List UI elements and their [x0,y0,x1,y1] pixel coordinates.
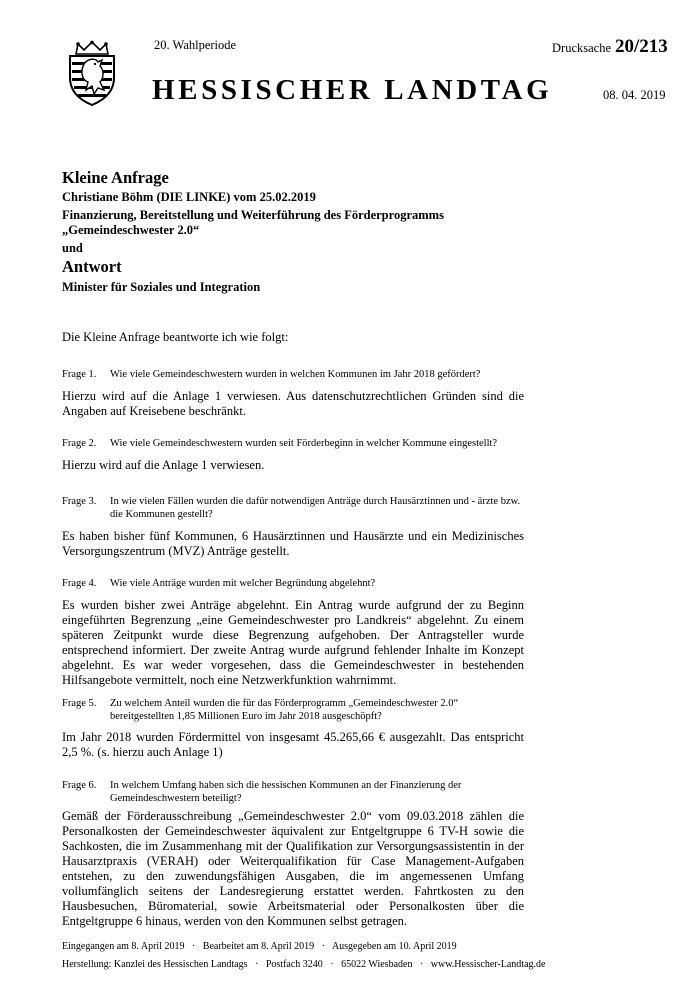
question-text: Wie viele Anträge wurden mit welcher Begründung abgelehnt? [110,578,376,589]
antwort-title: Antwort [62,257,122,276]
document-footer [62,938,545,974]
question-label: Frage 6. [62,780,97,791]
drucksache-number: 20/213 [615,36,668,57]
question-text: Wie viele Gemeindeschwestern wurden in welchen Kommunen im Jahr 2018 gefördert? [110,369,481,380]
answer-1: Hierzu wird auf die Anlage 1 verwiesen. Aus datenschutzrechtlichen Gründen sind die Angaben auf Kreisebene beschränkt. [62,389,524,418]
footer-dates: Eingegangen am 8. April 2019 · Bearbeitet am 8. April 2019 · Ausgegeben am 10. April 2019 [62,941,457,952]
question-1 [62,369,524,382]
und-label: und [62,241,83,255]
question-label: Frage 2. [62,438,97,449]
question-6 [62,780,524,805]
parliament-title: HESSISCHER LANDTAG [152,74,553,106]
intro-text: Die Kleine Anfrage beantworte ich wie folgt: [62,330,289,344]
question-text: Wie viele Gemeindeschwestern wurden seit Förderbeginn in welcher Kommune eingestellt? [110,438,498,449]
answer-2: Hierzu wird auf die Anlage 1 verwiesen. [62,458,265,472]
kleine-anfrage-title: Kleine Anfrage [62,168,169,187]
question-text: In welchem Umfang haben sich die hessischen Kommunen an der Finanzierung der Gemeindeschwestern beteiligt? [110,780,462,804]
question-text: Zu welchem Anteil wurden die für das Förderprogramm „Gemeindeschwester 2.0“ bereitgestellten 1,85 Millionen Euro im Jahr 2018 ausgeschöpft? [110,698,459,722]
document-date: 08. 04. 2019 [603,88,666,102]
question-2 [62,438,524,451]
question-text: In wie vielen Fällen wurden die dafür notwendigen Anträge durch Hausärztinnen und - ärzte bzw. die Kommunen gestellt? [110,496,521,520]
question-4 [62,578,524,591]
author-line: Christiane Böhm (DIE LINKE) vom 25.02.2019 [62,190,316,204]
question-label: Frage 5. [62,698,97,709]
subject-line-1: Finanzierung, Bereitstellung und Weiterführung des Förderprogramms [62,208,444,222]
question-3 [62,496,524,521]
subject-line-2: „Gemeindeschwester 2.0“ [62,223,200,237]
drucksache-label [552,36,668,58]
hessen-coat-of-arms-icon [64,40,120,106]
answer-6: Gemäß der Förderausschreibung „Gemeindeschwester 2.0“ vom 09.03.2018 zählen die Personalkosten der Gemeindeschwester äquivalent zur Entgeltgruppe 6 TV-H sowie die Sachkosten, die im Zusammenhang mit der Qualifikation zur Versorgungsassistentin in der Hausarztpraxis (VERAH) oder Weiterqualifikation für Case Management-Aufgaben entstehen, zu den zuwendungsfähigen Ausgaben, die im angemessenen Umfang vollumfänglich seitens der Landesregierung erstattet werden. Fahrtkosten zu den Hausbesuchen, Büromaterial, sowie Arbeitsmaterial oder Personalkosten über die Entgeltgruppe 6 hinaus, werden von den Kommunen selbst getragen. [62,809,524,928]
drucksache-label-text: Drucksache [552,41,611,55]
question-label: Frage 1. [62,369,97,380]
question-label: Frage 4. [62,578,97,589]
footer-imprint: Herstellung: Kanzlei des Hessischen Landtags · Postfach 3240 · 65022 Wiesbaden · www.Hessischer-Landtag.de [62,959,546,970]
question-label: Frage 3. [62,496,97,507]
document-heading [62,168,642,295]
minister-line: Minister für Soziales und Integration [62,280,261,294]
answer-3: Es haben bisher fünf Kommunen, 6 Hausärztinnen und Hausärzte und ein Medizinisches Versorgungszentrum (MVZ) Anträge gestellt. [62,529,524,558]
answer-4: Es wurden bisher zwei Anträge abgelehnt. Ein Antrag wurde aufgrund der zu Beginn eingeführten Begrenzung „eine Gemeindeschwester pro Landkreis“ abgelehnt. Zu einem späteren Zeitpunkt wurde diese Begrenzung aufgehoben. Der Antragsteller wurde entsprechend informiert. Der zweite Antrag wurde aufgrund fehlender Inhalte im Konzept abgelehnt. Es war weder vorgesehen, dass die Gemeindeschwester in bestehenden Hilfsangebote vermittelt, noch eine Netzwerkfunktion wahrnimmt. [62,598,524,687]
legislative-period: 20. Wahlperiode [154,38,237,52]
answer-5: Im Jahr 2018 wurden Fördermittel von insgesamt 45.265,66 € ausgezahlt. Das entspricht 2,5 %. (s. hierzu auch Anlage 1) [62,730,524,759]
question-5 [62,698,524,723]
